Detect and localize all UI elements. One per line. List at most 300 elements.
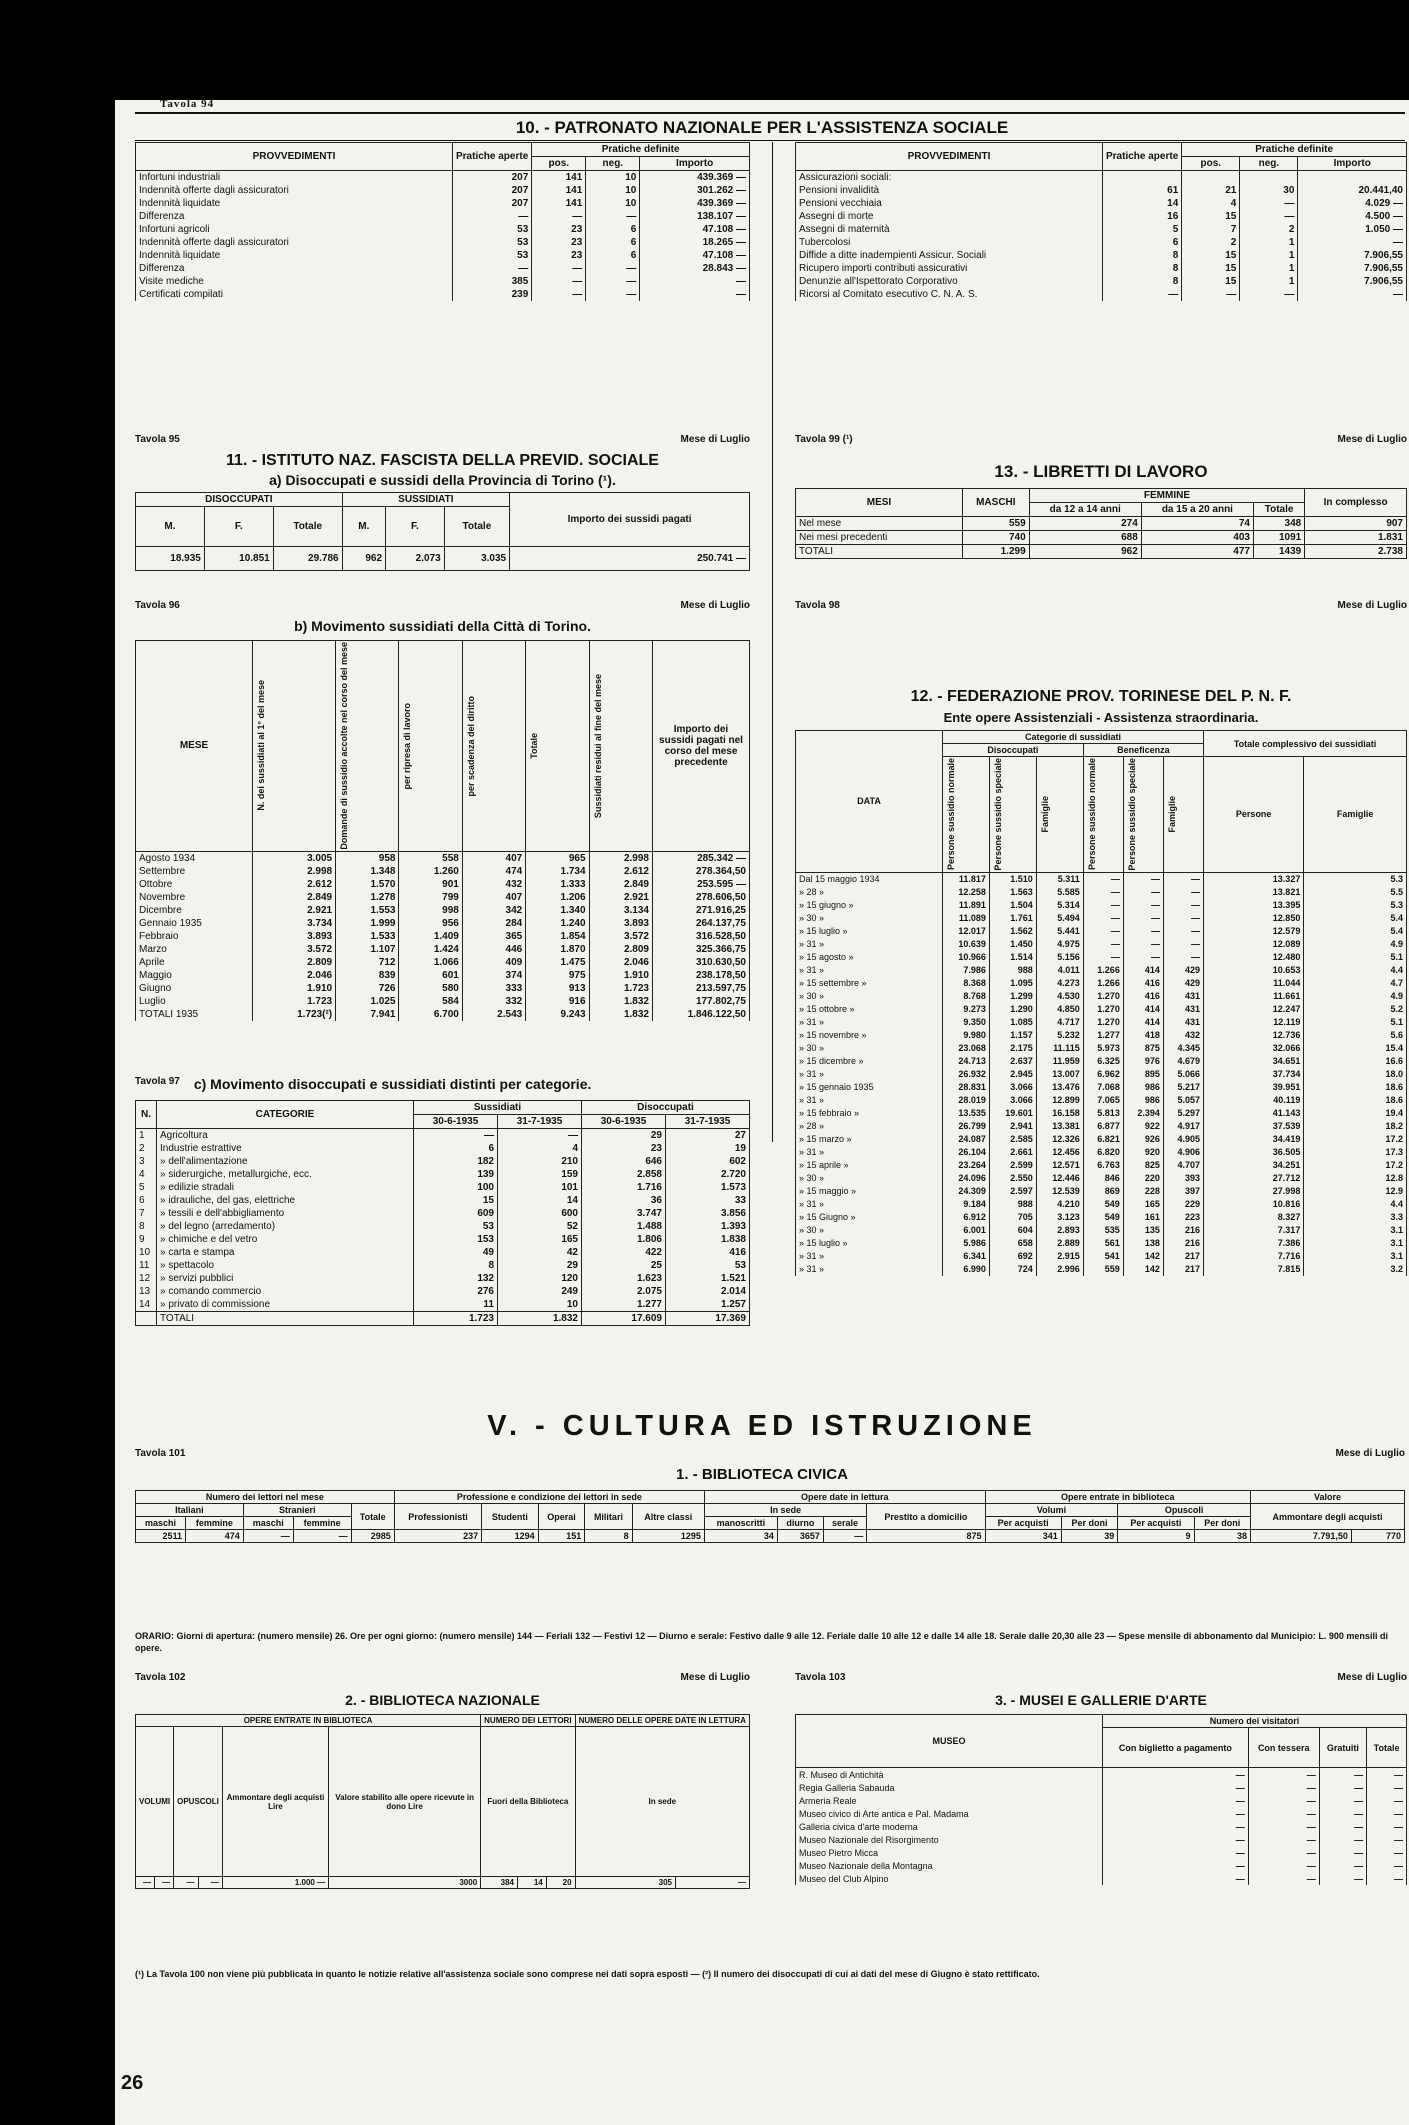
table-cell: 3.035: [444, 547, 509, 571]
col-header: Per acquisti: [985, 1517, 1061, 1530]
table-cell: 250.741 —: [510, 547, 750, 571]
table-cell: —: [640, 288, 750, 301]
table-cell: —: [675, 1877, 749, 1889]
table-cell: 142: [1123, 1250, 1163, 1263]
table-row: [796, 990, 1407, 1003]
col-header: Persone sussidio normale: [1086, 758, 1097, 871]
table-cell: 1.475: [526, 956, 589, 969]
table-cell: 962: [342, 547, 385, 571]
table-cell: 11.115: [1036, 1042, 1083, 1055]
table-cell: 2.945: [989, 1068, 1036, 1081]
table-cell: 3.2: [1304, 1263, 1407, 1276]
table-cell: —: [1083, 925, 1123, 938]
table-cell: 177.802,75: [653, 995, 750, 1008]
table-cell: 11.044: [1204, 977, 1304, 990]
col-header: manoscritti: [704, 1517, 777, 1530]
table-cell: 8: [585, 1530, 632, 1543]
table-cell: 1.066: [399, 956, 462, 969]
table-cell: Assegni di maternità: [796, 223, 1103, 236]
table-cell: 1.910: [589, 969, 652, 982]
table-cell: 4.029 —: [1298, 197, 1407, 210]
table-cell: 10.816: [1204, 1198, 1304, 1211]
table-cell: 4.905: [1163, 1133, 1203, 1146]
table-cell: 385: [453, 275, 532, 288]
table-cell: —: [293, 1530, 351, 1543]
table-cell: 6.700: [399, 1008, 462, 1021]
table-cell: 2.550: [989, 1172, 1036, 1185]
table-cell: —: [1123, 938, 1163, 951]
table-cell: 220: [1123, 1172, 1163, 1185]
table-cell: 1.533: [336, 930, 399, 943]
table-cell: 1.510: [989, 872, 1036, 886]
table-cell: 1: [1240, 275, 1298, 288]
col-header: Disoccupati: [582, 1101, 750, 1115]
table-cell: [1240, 171, 1298, 185]
table-cell: 875: [1123, 1042, 1163, 1055]
table-cell: 2.661: [989, 1146, 1036, 1159]
col-header: Sussidiati residui al fine del mese: [592, 673, 603, 818]
table-cell: 1: [1240, 249, 1298, 262]
table-cell: —: [1163, 925, 1203, 938]
table-cell: 10: [586, 184, 640, 197]
table-row: [136, 851, 750, 865]
table-cell: 549: [1083, 1198, 1123, 1211]
mese-label: Mese di Luglio: [1337, 1672, 1407, 1683]
table-cell: 3.572: [253, 943, 336, 956]
table-cell: —: [1319, 1820, 1366, 1833]
mese-label: Mese di Luglio: [680, 434, 750, 445]
table-cell: —: [1163, 951, 1203, 964]
table-row: [796, 1146, 1407, 1159]
table-row: [796, 1042, 1407, 1055]
table-cell: 138.107 —: [640, 210, 750, 223]
col-header: Pratiche definite: [1182, 143, 1407, 157]
table-row: [136, 1233, 750, 1246]
table-cell: 4.679: [1163, 1055, 1203, 1068]
col-header: 31-7-1935: [498, 1115, 582, 1129]
table-cell: 956: [399, 917, 462, 930]
table-row: [796, 531, 1407, 545]
table-cell: —: [1319, 1872, 1366, 1885]
col-header: Totale: [1253, 503, 1304, 517]
table-cell: 2: [136, 1142, 157, 1155]
table-cell: 5.5: [1304, 886, 1407, 899]
table-cell: 8: [1103, 262, 1182, 275]
table-cell: —: [1367, 1846, 1407, 1859]
table-cell: 2: [1240, 223, 1298, 236]
table-cell: —: [1319, 1807, 1366, 1820]
table-row: [796, 1263, 1407, 1276]
table-cell: Tubercolosi: [796, 236, 1103, 249]
table-row: [796, 1820, 1407, 1833]
col-header: N.: [136, 1101, 157, 1129]
table-cell: 249: [498, 1285, 582, 1298]
col-header: Totale: [444, 507, 509, 547]
table-cell: 4.530: [1036, 990, 1083, 1003]
table-cell: 7.065: [1083, 1094, 1123, 1107]
table-cell: 1.277: [582, 1298, 666, 1312]
table-cell: Giugno: [136, 982, 253, 995]
table-cell: 7.941: [336, 1008, 399, 1021]
table-cell: 3.1: [1304, 1237, 1407, 1250]
col-header: Opere date in lettura: [704, 1491, 985, 1504]
table-row: [796, 1859, 1407, 1872]
table-cell: —: [1123, 912, 1163, 925]
musei-table: [795, 1714, 1407, 1885]
table-cell: 161: [1123, 1211, 1163, 1224]
col-header: PROVVEDIMENTI: [796, 143, 1103, 171]
table-row: [796, 1068, 1407, 1081]
table-cell: —: [1248, 1846, 1319, 1859]
table-cell: 431: [1163, 1016, 1203, 1029]
table-cell: Museo del Club Alpino: [796, 1872, 1103, 1885]
footnote: (¹) La Tavola 100 non viene più pubblicata in quanto le notizie relative all'assistenza sociale sono comprese nei dati sopra esposti — (²) Il numero dei disoccupati di cui ai dati del mese di Giugno è stato rettificato.: [135, 1969, 1040, 1979]
table-cell: —: [1103, 1807, 1249, 1820]
table-cell: —: [1103, 1820, 1249, 1833]
table-cell: Differenza: [136, 210, 453, 223]
table-cell: 6.001: [943, 1224, 990, 1237]
table-cell: 7.906,55: [1298, 249, 1407, 262]
table-cell: 414: [1123, 1016, 1163, 1029]
col-header: 31-7-1935: [666, 1115, 750, 1129]
table-cell: 2.921: [253, 904, 336, 917]
table-cell: 5.311: [1036, 872, 1083, 886]
table-row: [796, 938, 1407, 951]
table-cell: —: [1367, 1794, 1407, 1807]
table-cell: 2.585: [989, 1133, 1036, 1146]
table-cell: 414: [1123, 1003, 1163, 1016]
table-cell: 28.019: [943, 1094, 990, 1107]
table-cell: 229: [1163, 1198, 1203, 1211]
column-divider: [772, 142, 773, 1142]
table-cell: 7.716: [1204, 1250, 1304, 1263]
table-cell: 1: [1240, 236, 1298, 249]
col-header: Importo dei sussidi pagati nel corso del mese precedente: [653, 641, 750, 852]
table-row: [136, 904, 750, 917]
table-cell: 692: [989, 1250, 1036, 1263]
table-cell: 724: [989, 1263, 1036, 1276]
table-cell: 278.606,50: [653, 891, 750, 904]
table-cell: 1.157: [989, 1029, 1036, 1042]
table-cell: TOTALI 1935: [136, 1008, 253, 1021]
table-row: [136, 236, 750, 249]
table-cell: 913: [526, 982, 589, 995]
table-cell: » servizi pubblici: [157, 1272, 414, 1285]
table-cell: 5: [136, 1181, 157, 1194]
table-cell: Diffide a ditte inadempienti Assicur. Sociali: [796, 249, 1103, 262]
table-row: [796, 1172, 1407, 1185]
table-cell: 5.1: [1304, 1016, 1407, 1029]
col-header: Opere entrate in biblioteca: [985, 1491, 1251, 1504]
table-cell: 29: [498, 1259, 582, 1272]
table-cell: 7.068: [1083, 1081, 1123, 1094]
table-cell: 16.6: [1304, 1055, 1407, 1068]
table-cell: Galleria civica d'arte moderna: [796, 1820, 1103, 1833]
table-cell: 7.791,50: [1251, 1530, 1352, 1543]
table-cell: 875: [867, 1530, 985, 1543]
table-cell: —: [1123, 925, 1163, 938]
table-cell: 14: [136, 1298, 157, 1312]
table-cell: 6.341: [943, 1250, 990, 1263]
table-cell: 4.917: [1163, 1120, 1203, 1133]
table-cell: 29: [582, 1129, 666, 1143]
table-cell: » 15 dicembre »: [796, 1055, 943, 1068]
table-cell: Novembre: [136, 891, 253, 904]
table-cell: Pensioni vecchiaia: [796, 197, 1103, 210]
table-cell: —: [1123, 899, 1163, 912]
table-cell: 23: [582, 1142, 666, 1155]
table-cell: —: [532, 288, 586, 301]
col-header: Importo dei sussidi pagati: [510, 493, 750, 547]
table-cell: 1.299: [989, 990, 1036, 1003]
table-cell: —: [1123, 951, 1163, 964]
table-cell: 13.535: [943, 1107, 990, 1120]
table-cell: 5.986: [943, 1237, 990, 1250]
col-header: Totale: [351, 1504, 394, 1530]
table-cell: 10.966: [943, 951, 990, 964]
table-cell: 1.333: [526, 878, 589, 891]
table-cell: 916: [526, 995, 589, 1008]
table-cell: 6.763: [1083, 1159, 1123, 1172]
table-row: [136, 1298, 750, 1312]
table-row: [136, 1207, 750, 1220]
table-cell: 13.476: [1036, 1081, 1083, 1094]
table-cell: 559: [963, 517, 1030, 531]
table-cell: Maggio: [136, 969, 253, 982]
table-row: [136, 249, 750, 262]
table-cell: 1.257: [666, 1298, 750, 1312]
table-cell: 1.107: [336, 943, 399, 956]
table-row: [136, 1155, 750, 1168]
table-cell: 49: [414, 1246, 498, 1259]
table-cell: 1.266: [1083, 964, 1123, 977]
table-cell: 1.270: [1083, 1003, 1123, 1016]
table-cell: 439.369 —: [640, 171, 750, 185]
table-cell: 2.996: [1036, 1263, 1083, 1276]
table-cell: 12.119: [1204, 1016, 1304, 1029]
table-cell: 11: [136, 1259, 157, 1272]
table-cell: Museo civico di Arte antica e Pal. Madama: [796, 1807, 1103, 1820]
table-cell: Differenza: [136, 262, 453, 275]
col-header: Operai: [538, 1504, 585, 1530]
table-row: [796, 275, 1407, 288]
table-cell: 726: [336, 982, 399, 995]
table-cell: —: [1083, 951, 1123, 964]
col-header: M.: [342, 507, 385, 547]
table-cell: 23: [532, 223, 586, 236]
table-cell: 6.990: [943, 1263, 990, 1276]
table-cell: 907: [1305, 517, 1407, 531]
col-header: Persone: [1204, 757, 1304, 873]
table-cell: —: [1103, 1768, 1249, 1782]
table-cell: —: [1248, 1872, 1319, 1885]
table-cell: 4: [1182, 197, 1240, 210]
table-cell: 6: [1103, 236, 1182, 249]
table-cell: 1.393: [666, 1220, 750, 1233]
table-cell: 11.959: [1036, 1055, 1083, 1068]
table-cell: 1.831: [1305, 531, 1407, 545]
table-cell: Ricorsi al Comitato esecutivo C. N. A. S.: [796, 288, 1103, 301]
table-cell: 958: [336, 851, 399, 865]
orario-note: ORARIO: Giorni di apertura: (numero mensile) 26. Ore per ogni giorno: (numero mensile) 144 — Feriali 132 — Festivi 12 — Diurno e serale: Festivo dalle 9 alle 12. Feriale dalle 10 alle 12 e dalle 14 alle 18. Serale dalle 20,30 alle 23 — Spese mensile di abbonamento dal Municipio: L. 900 mensili di opere.: [135, 1631, 1388, 1653]
table-row: [136, 1220, 750, 1233]
table-cell: » 15 Giugno »: [796, 1211, 943, 1224]
tavola-97-row: [135, 1076, 750, 1092]
table-cell: 600: [498, 1207, 582, 1220]
table-cell: 271.916,25: [653, 904, 750, 917]
table-cell: 2.599: [989, 1159, 1036, 1172]
table-cell: 416: [1123, 977, 1163, 990]
table-cell: 165: [498, 1233, 582, 1246]
table-cell: 18.6: [1304, 1094, 1407, 1107]
table-cell: Nei mesi precedenti: [796, 531, 963, 545]
table-cell: 4.273: [1036, 977, 1083, 990]
table-cell: 1.206: [526, 891, 589, 904]
table-cell: —: [1163, 912, 1203, 925]
table-cell: 1.573: [666, 1181, 750, 1194]
table-cell: 10: [136, 1246, 157, 1259]
col-header: Numero dei lettori nel mese: [136, 1491, 395, 1504]
table-cell: 1.085: [989, 1016, 1036, 1029]
table-cell: Indennità liquidate: [136, 249, 453, 262]
col-header: Valore stabilito alle opere ricevute in dono Lire: [329, 1727, 481, 1877]
col-header: da 12 a 14 anni: [1029, 503, 1141, 517]
col-header: MESI: [796, 489, 963, 517]
table-cell: Regia Galleria Sabauda: [796, 1781, 1103, 1794]
table-cell: 1.716: [582, 1181, 666, 1194]
table-cell: 4.717: [1036, 1016, 1083, 1029]
table-cell: 42: [498, 1246, 582, 1259]
table-cell: 384: [481, 1877, 518, 1889]
table-cell: 4.707: [1163, 1159, 1203, 1172]
table-cell: 1.050 —: [1298, 223, 1407, 236]
table-row: [796, 171, 1407, 185]
table-cell: 19: [666, 1142, 750, 1155]
table-cell: Visite mediche: [136, 275, 453, 288]
table-cell: 3.1: [1304, 1250, 1407, 1263]
table-cell: 135: [1123, 1224, 1163, 1237]
mese-label: Mese di Luglio: [1335, 1448, 1405, 1459]
table-cell: » 15 maggio »: [796, 1185, 943, 1198]
table-cell: 1.450: [989, 938, 1036, 951]
table-cell: 558: [399, 851, 462, 865]
table-cell: 926: [1123, 1133, 1163, 1146]
table-cell: 253.595 —: [653, 878, 750, 891]
table-cell: 1.832: [589, 995, 652, 1008]
table-cell: 7: [1182, 223, 1240, 236]
table-cell: 3.734: [253, 917, 336, 930]
table-cell: —: [586, 262, 640, 275]
table-cell: 920: [1123, 1146, 1163, 1159]
table-cell: 12.850: [1204, 912, 1304, 925]
table-cell: 5.585: [1036, 886, 1083, 899]
col-header: Famiglie: [1039, 796, 1050, 833]
table-cell: 53: [666, 1259, 750, 1272]
col-header: Totale: [1367, 1728, 1407, 1768]
table-cell: 1.553: [336, 904, 399, 917]
table-cell: 37.734: [1204, 1068, 1304, 1081]
table-cell: 646: [582, 1155, 666, 1168]
table-cell: —: [1319, 1846, 1366, 1859]
table-row: [796, 517, 1407, 531]
table-cell: 2.889: [1036, 1237, 1083, 1250]
col-header: Beneficenza: [1083, 744, 1203, 757]
table-cell: 5.441: [1036, 925, 1083, 938]
table-cell: 15: [1182, 275, 1240, 288]
mese-label: Mese di Luglio: [680, 1672, 750, 1683]
tavola-103-row: [795, 1672, 1407, 1683]
col-header: SUSSIDIATI: [342, 493, 510, 507]
table-cell: 432: [1163, 1029, 1203, 1042]
table-cell: 264.137,75: [653, 917, 750, 930]
table-cell: 213.597,75: [653, 982, 750, 995]
col-header: Persone sussidio speciale: [992, 758, 1003, 871]
col-header: Altre classi: [632, 1504, 704, 1530]
table-cell: —: [1319, 1768, 1366, 1782]
table-cell: 393: [1163, 1172, 1203, 1185]
table-cell: 17.2: [1304, 1133, 1407, 1146]
table-row: [136, 1194, 750, 1207]
istituto-title: 11. - ISTITUTO NAZ. FASCISTA DELLA PREVID. SOCIALE: [226, 452, 659, 469]
table-row: [136, 956, 750, 969]
federazione-subtitle: Ente opere Assistenziali - Assistenza straordinaria.: [943, 710, 1259, 725]
table-cell: —: [1123, 886, 1163, 899]
tavola-label: Tavola 95: [135, 434, 180, 445]
table-cell: 2.915: [1036, 1250, 1083, 1263]
table-cell: » 31 »: [796, 1146, 943, 1159]
table-cell: » 15 novembre »: [796, 1029, 943, 1042]
table-cell: —: [136, 1877, 155, 1889]
table-cell: —: [1248, 1768, 1319, 1782]
table-cell: 2.941: [989, 1120, 1036, 1133]
table-row: [136, 210, 750, 223]
table-cell: —: [586, 210, 640, 223]
table-cell: 432: [462, 878, 525, 891]
table-cell: 15.4: [1304, 1042, 1407, 1055]
table-cell: 2.849: [589, 878, 652, 891]
table-cell: 24.713: [943, 1055, 990, 1068]
tavola-102-row: [135, 1672, 750, 1683]
col-header: Disoccupati: [943, 744, 1084, 757]
table-cell: 332: [462, 995, 525, 1008]
table-cell: » 15 luglio »: [796, 1237, 943, 1250]
table-cell: » 15 ottobre »: [796, 1003, 943, 1016]
table-cell: —: [532, 275, 586, 288]
table-cell: » 15 febbraio »: [796, 1107, 943, 1120]
table-cell: —: [532, 210, 586, 223]
table-cell: 6: [586, 249, 640, 262]
col-header: Famiglie: [1304, 757, 1407, 873]
table-cell: 141: [532, 184, 586, 197]
col-header: OPERE ENTRATE IN BIBLIOTECA: [136, 1715, 481, 1727]
table-cell: 7.317: [1204, 1224, 1304, 1237]
table-cell: 1.723: [253, 995, 336, 1008]
table-cell: 869: [1083, 1185, 1123, 1198]
table-cell: —: [1319, 1794, 1366, 1807]
table-cell: 2.998: [589, 851, 652, 865]
table-cell: 2511: [136, 1530, 186, 1543]
table-row: [796, 184, 1407, 197]
table-cell: 5.1: [1304, 951, 1407, 964]
table-cell: —: [1103, 1872, 1249, 1885]
col-header: maschi: [136, 1517, 186, 1530]
table-cell: 1294: [482, 1530, 539, 1543]
table-cell: 216: [1163, 1237, 1203, 1250]
col-header: Per doni: [1061, 1517, 1118, 1530]
table-row: [136, 1877, 750, 1889]
table-row: [136, 1129, 750, 1143]
table-row: [796, 1846, 1407, 1859]
